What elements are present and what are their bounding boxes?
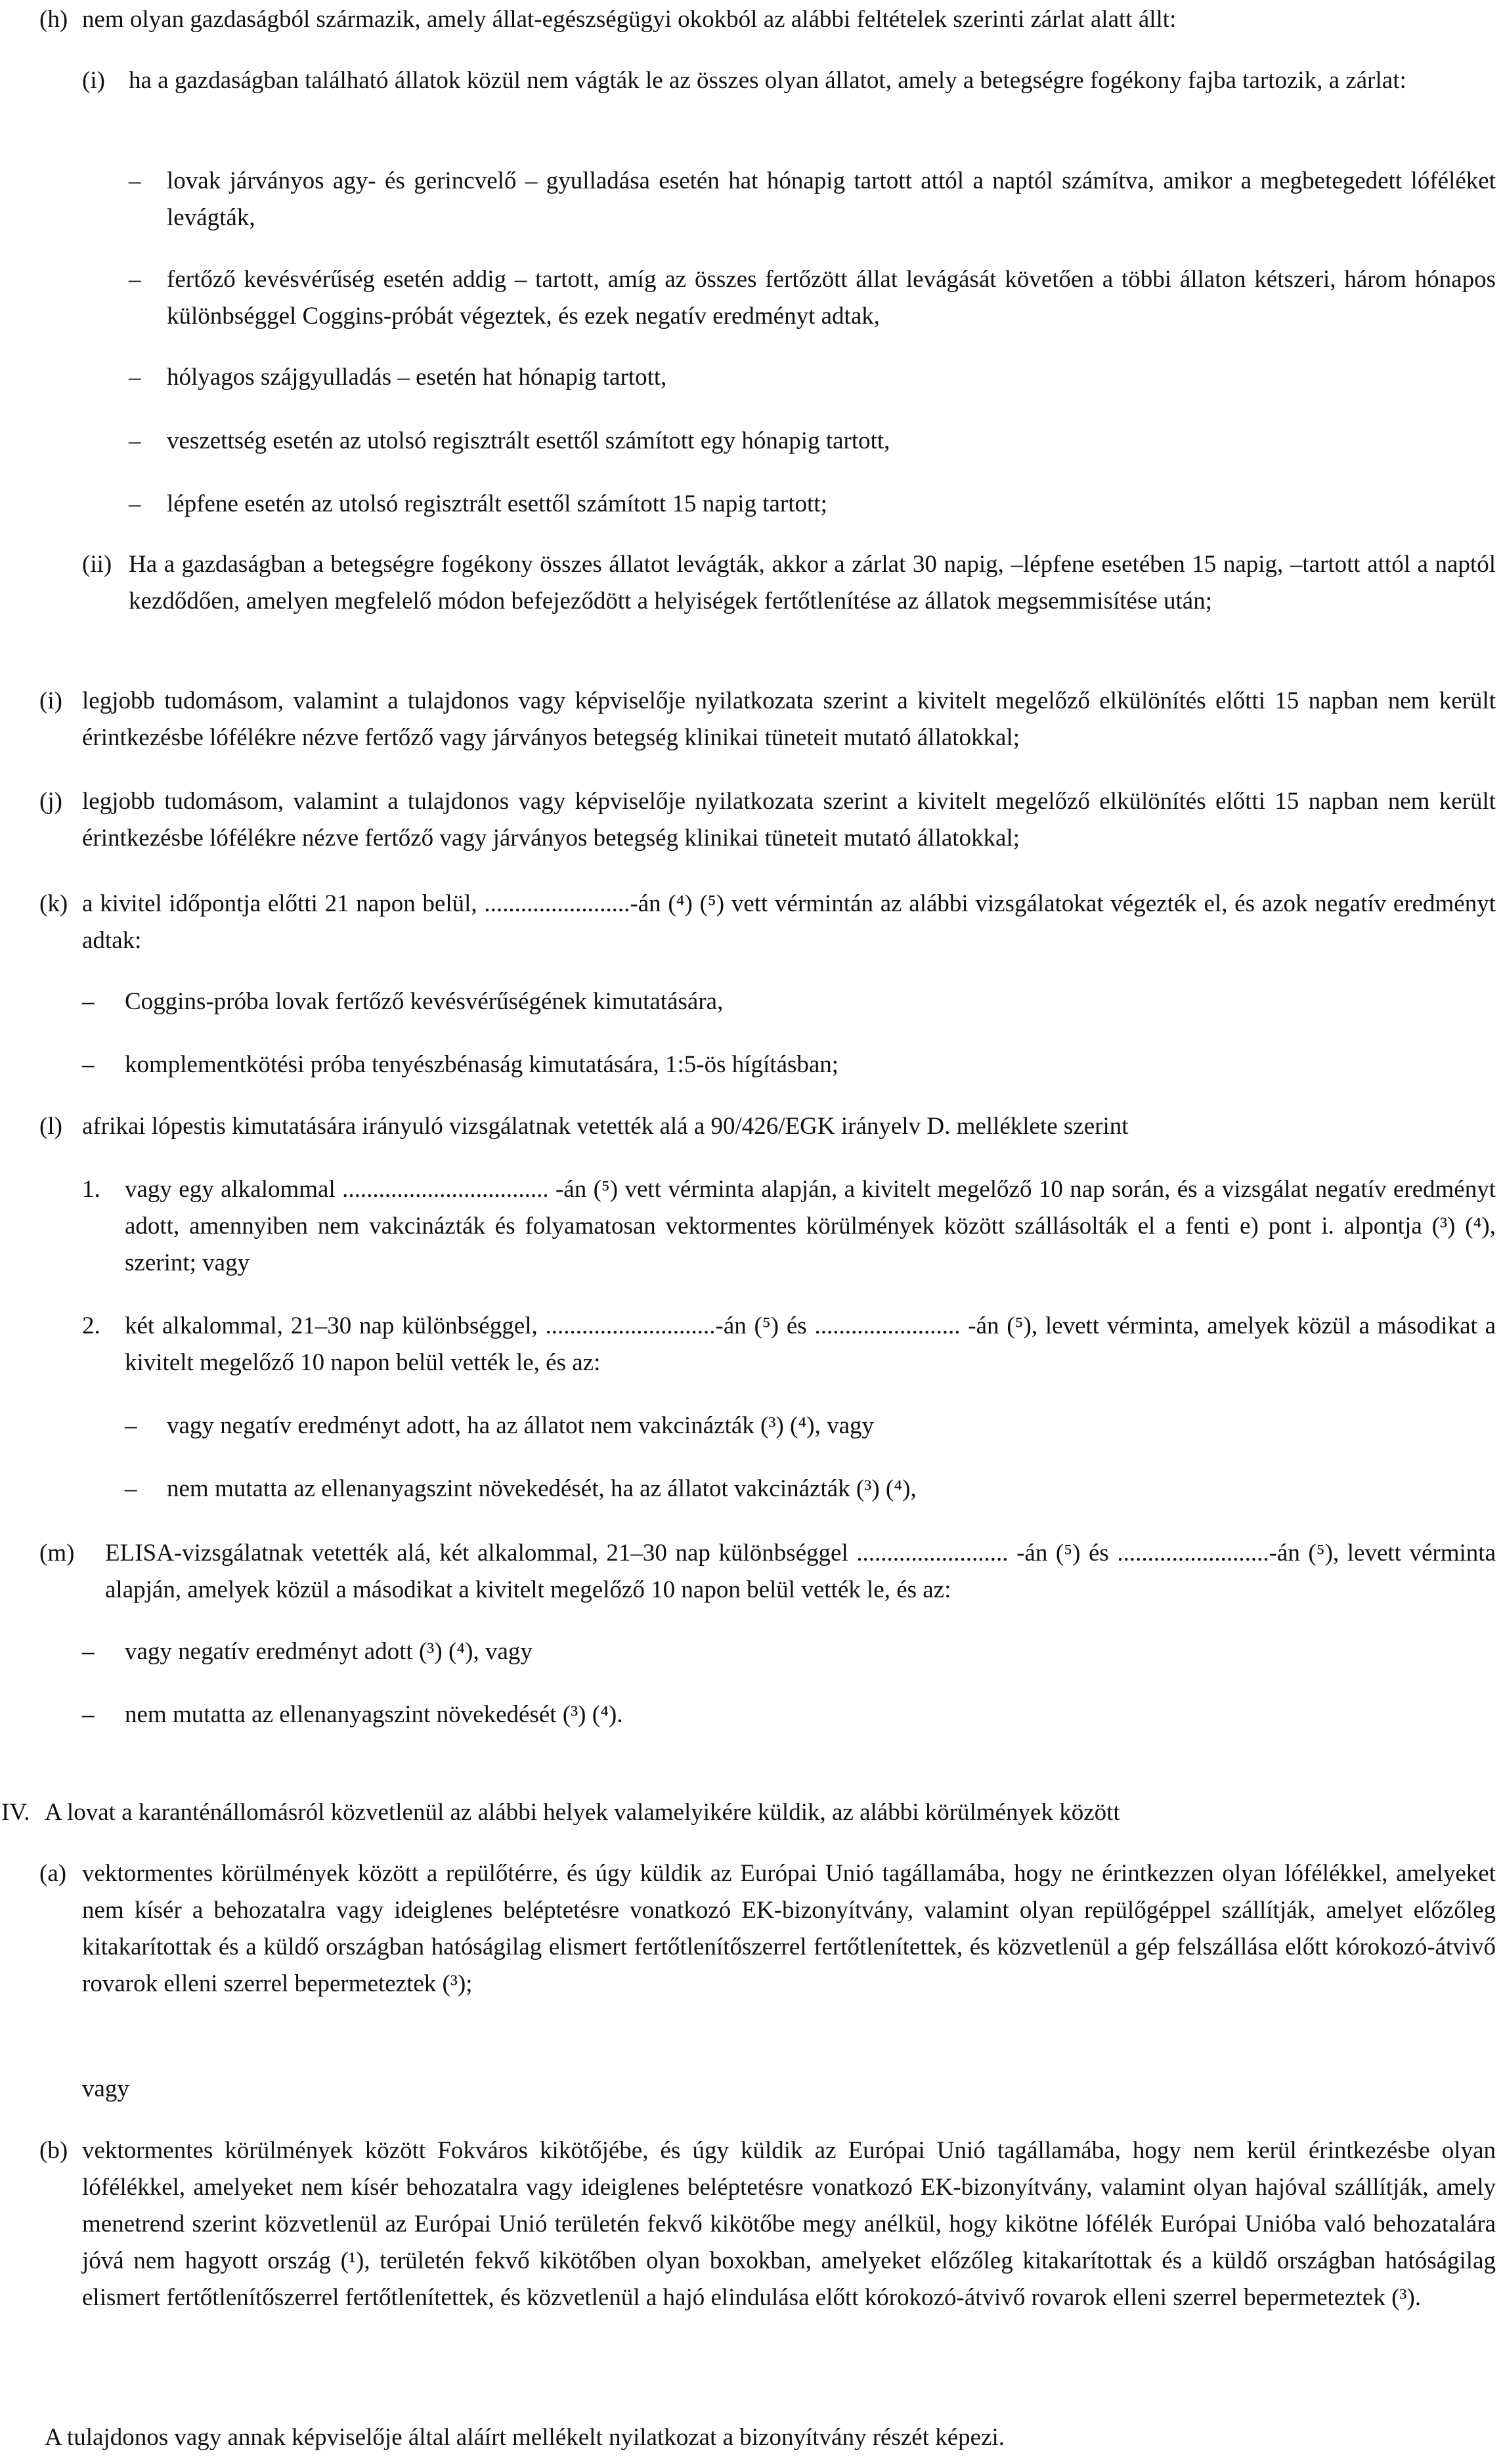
section-iv-a-label: (a) [39, 1860, 67, 1887]
dash-marker: – [129, 266, 141, 293]
item-i-label: (i) [39, 687, 62, 714]
or-text: vagy [82, 2075, 129, 2102]
dash-marker: – [82, 1051, 95, 1078]
section-iv-b-label: (b) [39, 2137, 68, 2164]
item-m-label: (m) [39, 1540, 75, 1567]
section-iv-text: A lovat a karanténállomásról közvetlenül az alábbi helyek valamelyikére küldik, az alábbi körülmények között [45, 1799, 1120, 1826]
sub-i-text: ha a gazdaságban található állatok közül nem vágták le az összes olyan állatot, amely a betegségre fogékony fajba tartozik, a zárlat: [129, 67, 1406, 94]
item-m-dash-2: nem mutatta az ellenanyagszint növekedését (³) (⁴). [125, 1701, 623, 1728]
dash-marker: – [129, 427, 141, 454]
sub-ii-text: Ha a gazdaságban a betegségre fogékony összes állatot levágták, akkor a zárlat 30 napig, –lépfene esetében 15 napig, –tartott attól a naptól kezdődően, amelyen megfelelő módon befejeződött a helyiségek fertőtlenítése az állatok megsemmisítése után; [129, 551, 1496, 615]
sub-i-dash-2: fertőző kevésvérűség esetén addig – tartott, amíg az összes fertőzött állat levágását követően a többi állaton kétszeri, három hónapos különbséggel Coggins-próbát végeztek, és ezek negatív eredményt adtak, [167, 266, 1496, 330]
item-l-1-text: vagy egy alkalommal .................................. -án (⁵) vett vérminta alapján, a kivitelt megelőző 10 nap során, és a vizsgálat negatív eredményt adott, amennyiben nem vakcinázták és folyamatosan vektormentes körülmények között szállásolták el a fenti e) pont i. alpontja (³) (⁴), szerint; vagy [125, 1176, 1496, 1276]
sub-ii-label: (ii) [82, 551, 112, 578]
item-k-label: (k) [39, 890, 68, 917]
item-l-2-text: két alkalommal, 21–30 nap különbséggel, ............................-án (⁵) és ........................ -án (⁵), levett vérminta, amelyek közül a másodikat a kivitelt megelőző 10 napon belül vették le, és az: [125, 1312, 1496, 1376]
item-h-text: nem olyan gazdaságból származik, amely állat-egészségügyi okokból az alábbi feltételek szerinti zárlat alatt állt: [82, 6, 1177, 33]
item-k-dash-1: Coggins-próba lovak fertőző kevésvérűségének kimutatására, [125, 988, 724, 1015]
dash-marker: – [82, 1701, 95, 1728]
item-h-label: (h) [39, 6, 68, 33]
section-iv-a-text: vektormentes körülmények között a repülőtérre, és úgy küldik az Európai Unió tagállamába, hogy ne érintkezzen olyan lófélékkel, amelyeket nem kísér a behozatalra vagy ideiglenes beléptetésre vonatkozó EK-bizonyítvány, valamint olyan repülőgéppel szállítják, amelyet előzőleg kitakarítottak és a küldő országban hatóságilag elismert fertőtlenítőszerrel fertőtlenítettek, és közvetlenül a gép felszállása előtt kórokozó-átvivő rovarok elleni szerrel bepermeteztek (³); [82, 1860, 1496, 1997]
sub-i-dash-4: veszettség esetén az utolsó regisztrált esettől számított egy hónapig tartott, [167, 427, 890, 454]
sub-i-dash-1: lovak járványos agy- és gerincvelő – gyulladása esetén hat hónapig tartott attól a naptól számítva, amikor a megbetegedett lóféléket levágták, [167, 167, 1496, 231]
section-iv-b-text: vektormentes körülmények között Fokváros kikötőjébe, és úgy küldik az Európai Unió tagállamába, hogy nem kerül érintkezésbe olyan lófélékkel, amelyeket nem kísér behozatalra vagy ideiglenes beléptetésre vonatkozó EK-bizonyítvány, valamint olyan hajóval szállítják, amely menetrend szerint közvetlenül az Európai Unió területén fekvő kikötőbe megy anélkül, hogy kikötne lófélék Európai Unióba való behozatalára jóvá nem hagyott ország (¹), területén fekvő kikötőben olyan boxokban, amelyeket előzőleg kitakarítottak és a küldő országban hatóságilag elismert fertőtlenítőszerrel fertőtlenítettek, és közvetlenül a hajó elindulása előtt kórokozó-átvivő rovarok elleni szerrel bepermeteztek (³). [82, 2137, 1496, 2311]
item-l-2-label: 2. [82, 1312, 100, 1339]
item-l-label: (l) [39, 1113, 62, 1140]
sub-i-dash-3: hólyagos szájgyulladás – esetén hat hónapig tartott, [167, 364, 667, 391]
section-iv-label: IV. [1, 1799, 30, 1826]
dash-marker: – [129, 167, 141, 194]
dash-marker: – [125, 1475, 137, 1502]
item-l-1-label: 1. [82, 1176, 100, 1203]
dash-marker: – [82, 988, 95, 1015]
sub-i-dash-5: lépfene esetén az utolsó regisztrált esettől számított 15 napig tartott; [167, 490, 827, 517]
item-j-label: (j) [39, 788, 62, 815]
item-k-text: a kivitel időpontja előtti 21 napon belül, ........................-án (⁴) (⁵) vett vérmintán az alábbi vizsgálatokat végezték el, és azok negatív eredményt adtak: [82, 890, 1496, 954]
item-m-dash-1: vagy negatív eredményt adott (³) (⁴), vagy [125, 1638, 533, 1665]
item-j-text: legjobb tudomásom, valamint a tulajdonos vagy képviselője nyilatkozata szerint a kivitelt megelőző elkülönítés előtti 15 napban nem került érintkezésbe lófélékre nézve fertőző vagy járványos betegség klinikai tüneteit mutató állatokkal; [82, 788, 1496, 852]
dash-marker: – [82, 1638, 95, 1665]
item-m-text: ELISA-vizsgálatnak vetették alá, két alkalommal, 21–30 nap különbséggel ......................... -án (⁵) és .........................-án (⁵), levett vérminta alapján, amelyek közül a másodikat a kivitelt megelőző 10 napon belül vették le, és az: [105, 1540, 1496, 1603]
dash-marker: – [125, 1412, 137, 1439]
dash-marker: – [129, 490, 141, 517]
item-i-text: legjobb tudomásom, valamint a tulajdonos vagy képviselője nyilatkozata szerint a kivitelt megelőző elkülönítés előtti 15 napban nem került érintkezésbe lófélékre nézve fertőző vagy járványos betegség klinikai tüneteit mutató állatokkal; [82, 687, 1496, 751]
item-l-2-dash-1: vagy negatív eredményt adott, ha az állatot nem vakcinázták (³) (⁴), vagy [167, 1412, 875, 1439]
item-l-text: afrikai lópestis kimutatására irányuló vizsgálatnak vetették alá a 90/426/EGK irányelv D. melléklete szerint [82, 1113, 1129, 1140]
dash-marker: – [129, 364, 141, 391]
item-l-2-dash-2: nem mutatta az ellenanyagszint növekedését, ha az állatot vakcinázták (³) (⁴), [167, 1475, 917, 1502]
sub-i-label: (i) [82, 67, 105, 94]
footer-statement: A tulajdonos vagy annak képviselője által aláírt mellékelt nyilatkozat a bizonyítvány részét képezi. [45, 2424, 1005, 2451]
item-k-dash-2: komplementkötési próba tenyészbénaság kimutatására, 1:5-ös hígításban; [125, 1051, 839, 1078]
